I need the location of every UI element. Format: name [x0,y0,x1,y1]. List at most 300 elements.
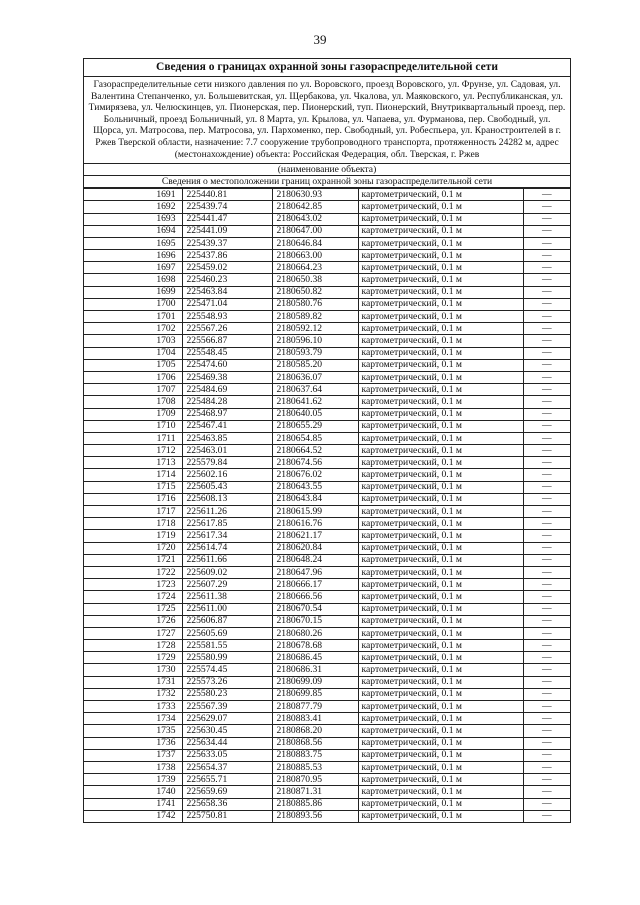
point-description: — [523,810,570,822]
x-coordinate: 225460.23 [182,274,272,286]
y-coordinate: 2180593.79 [272,347,358,359]
point-number: 1737 [84,749,182,761]
method-accuracy: картометрический, 0.1 м [358,347,523,359]
x-coordinate: 225617.85 [182,518,272,530]
point-number: 1699 [84,286,182,298]
point-description: — [523,262,570,274]
point-description: — [523,359,570,371]
point-number: 1717 [84,506,182,518]
table-row [84,481,570,493]
document-title: Сведения о границах охранной зоны газораспределительной сети [84,59,570,77]
point-description: — [523,189,570,201]
x-coordinate: 225439.37 [182,237,272,249]
point-number: 1701 [84,311,182,323]
y-coordinate: 2180580.76 [272,298,358,310]
x-coordinate: 225611.00 [182,603,272,615]
method-accuracy: картометрический, 0.1 м [358,554,523,566]
point-description: — [523,518,570,530]
point-number: 1710 [84,420,182,432]
y-coordinate: 2180663.00 [272,250,358,262]
method-accuracy: картометрический, 0.1 м [358,189,523,201]
point-description: — [523,274,570,286]
table-row [84,676,570,688]
y-coordinate: 2180642.85 [272,201,358,213]
method-accuracy: картометрический, 0.1 м [358,774,523,786]
point-description: — [523,432,570,444]
table-row [84,701,570,713]
point-number: 1694 [84,225,182,237]
table-row [84,664,570,676]
point-description: — [523,737,570,749]
y-coordinate: 2180883.75 [272,749,358,761]
x-coordinate: 225441.09 [182,225,272,237]
point-number: 1707 [84,384,182,396]
table-row [84,518,570,530]
x-coordinate: 225580.99 [182,652,272,664]
point-description: — [523,457,570,469]
point-description: — [523,579,570,591]
method-accuracy: картометрический, 0.1 м [358,396,523,408]
y-coordinate: 2180641.62 [272,396,358,408]
method-accuracy: картометрический, 0.1 м [358,506,523,518]
method-accuracy: картометрический, 0.1 м [358,323,523,335]
point-description: — [523,761,570,773]
x-coordinate: 225484.28 [182,396,272,408]
table-row [84,189,570,201]
y-coordinate: 2180686.31 [272,664,358,676]
location-section-header: Сведения о местоположении границ охранной зоны газораспределительной сети [84,176,570,188]
point-description: — [523,311,570,323]
method-accuracy: картометрический, 0.1 м [358,566,523,578]
x-coordinate: 225484.69 [182,384,272,396]
method-accuracy: картометрический, 0.1 м [358,469,523,481]
point-description: — [523,347,570,359]
x-coordinate: 225602.16 [182,469,272,481]
y-coordinate: 2180643.02 [272,213,358,225]
method-accuracy: картометрический, 0.1 м [358,713,523,725]
y-coordinate: 2180647.96 [272,566,358,578]
method-accuracy: картометрический, 0.1 м [358,701,523,713]
point-description: — [523,725,570,737]
point-number: 1733 [84,701,182,713]
boundary-document [83,58,571,823]
y-coordinate: 2180868.20 [272,725,358,737]
y-coordinate: 2180666.17 [272,579,358,591]
point-description: — [523,615,570,627]
table-row [84,493,570,505]
table-row [84,761,570,773]
x-coordinate: 225609.02 [182,566,272,578]
table-row [84,603,570,615]
x-coordinate: 225573.26 [182,676,272,688]
point-number: 1718 [84,518,182,530]
x-coordinate: 225580.23 [182,688,272,700]
point-description: — [523,713,570,725]
table-row [84,237,570,249]
method-accuracy: картометрический, 0.1 м [358,286,523,298]
method-accuracy: картометрический, 0.1 м [358,688,523,700]
method-accuracy: картометрический, 0.1 м [358,445,523,457]
table-row [84,566,570,578]
method-accuracy: картометрический, 0.1 м [358,237,523,249]
table-row [84,359,570,371]
point-number: 1734 [84,713,182,725]
x-coordinate: 225548.93 [182,311,272,323]
x-coordinate: 225463.85 [182,432,272,444]
table-row [84,262,570,274]
y-coordinate: 2180674.56 [272,457,358,469]
point-number: 1726 [84,615,182,627]
x-coordinate: 225750.81 [182,810,272,822]
method-accuracy: картометрический, 0.1 м [358,761,523,773]
method-accuracy: картометрический, 0.1 м [358,311,523,323]
x-coordinate: 225567.26 [182,323,272,335]
x-coordinate: 225467.41 [182,420,272,432]
table-row [84,713,570,725]
point-number: 1693 [84,213,182,225]
method-accuracy: картометрический, 0.1 м [358,749,523,761]
x-coordinate: 225463.01 [182,445,272,457]
table-row [84,652,570,664]
y-coordinate: 2180699.09 [272,676,358,688]
y-coordinate: 2180650.82 [272,286,358,298]
method-accuracy: картометрический, 0.1 м [358,664,523,676]
x-coordinate: 225574.45 [182,664,272,676]
y-coordinate: 2180643.84 [272,493,358,505]
x-coordinate: 225630.45 [182,725,272,737]
y-coordinate: 2180670.15 [272,615,358,627]
y-coordinate: 2180620.84 [272,542,358,554]
y-coordinate: 2180592.12 [272,323,358,335]
y-coordinate: 2180643.55 [272,481,358,493]
x-coordinate: 225469.38 [182,371,272,383]
point-description: — [523,640,570,652]
x-coordinate: 225459.02 [182,262,272,274]
method-accuracy: картометрический, 0.1 м [358,518,523,530]
x-coordinate: 225463.84 [182,286,272,298]
point-number: 1704 [84,347,182,359]
method-accuracy: картометрический, 0.1 м [358,457,523,469]
point-number: 1698 [84,274,182,286]
y-coordinate: 2180893.56 [272,810,358,822]
y-coordinate: 2180883.41 [272,713,358,725]
y-coordinate: 2180646.84 [272,237,358,249]
table-row [84,688,570,700]
method-accuracy: картометрический, 0.1 м [358,542,523,554]
y-coordinate: 2180680.26 [272,627,358,639]
point-description: — [523,420,570,432]
table-row [84,286,570,298]
object-name-caption: (наименование объекта) [84,164,570,176]
method-accuracy: картометрический, 0.1 м [358,615,523,627]
y-coordinate: 2180585.20 [272,359,358,371]
y-coordinate: 2180686.45 [272,652,358,664]
x-coordinate: 225566.87 [182,335,272,347]
point-description: — [523,286,570,298]
point-description: — [523,774,570,786]
point-number: 1709 [84,408,182,420]
method-accuracy: картометрический, 0.1 м [358,810,523,822]
method-accuracy: картометрический, 0.1 м [358,737,523,749]
point-number: 1706 [84,371,182,383]
method-accuracy: картометрический, 0.1 м [358,335,523,347]
y-coordinate: 2180654.85 [272,432,358,444]
point-description: — [523,237,570,249]
point-number: 1742 [84,810,182,822]
point-number: 1700 [84,298,182,310]
x-coordinate: 225437.86 [182,250,272,262]
method-accuracy: картометрический, 0.1 м [358,201,523,213]
point-number: 1714 [84,469,182,481]
x-coordinate: 225579.84 [182,457,272,469]
point-description: — [523,688,570,700]
point-number: 1740 [84,786,182,798]
method-accuracy: картометрический, 0.1 м [358,627,523,639]
y-coordinate: 2180637.64 [272,384,358,396]
point-number: 1715 [84,481,182,493]
x-coordinate: 225567.39 [182,701,272,713]
x-coordinate: 225633.05 [182,749,272,761]
point-description: — [523,554,570,566]
point-number: 1713 [84,457,182,469]
table-row [84,445,570,457]
method-accuracy: картометрический, 0.1 м [358,371,523,383]
table-row [84,774,570,786]
point-number: 1739 [84,774,182,786]
point-number: 1696 [84,250,182,262]
y-coordinate: 2180596.10 [272,335,358,347]
table-row [84,786,570,798]
y-coordinate: 2180647.00 [272,225,358,237]
x-coordinate: 225468.97 [182,408,272,420]
y-coordinate: 2180664.52 [272,445,358,457]
y-coordinate: 2180664.23 [272,262,358,274]
x-coordinate: 225611.26 [182,506,272,518]
point-description: — [523,506,570,518]
y-coordinate: 2180870.95 [272,774,358,786]
point-description: — [523,298,570,310]
point-description: — [523,652,570,664]
point-description: — [523,627,570,639]
method-accuracy: картометрический, 0.1 м [358,384,523,396]
x-coordinate: 225629.07 [182,713,272,725]
y-coordinate: 2180676.02 [272,469,358,481]
y-coordinate: 2180885.53 [272,761,358,773]
point-number: 1703 [84,335,182,347]
method-accuracy: картометрический, 0.1 м [358,225,523,237]
table-row [84,371,570,383]
table-row [84,542,570,554]
point-number: 1736 [84,737,182,749]
point-number: 1691 [84,189,182,201]
point-number: 1724 [84,591,182,603]
y-coordinate: 2180615.99 [272,506,358,518]
y-coordinate: 2180877.79 [272,701,358,713]
method-accuracy: картометрический, 0.1 м [358,213,523,225]
method-accuracy: картометрический, 0.1 м [358,530,523,542]
point-description: — [523,542,570,554]
table-row [84,615,570,627]
table-row [84,408,570,420]
y-coordinate: 2180699.85 [272,688,358,700]
y-coordinate: 2180655.29 [272,420,358,432]
point-number: 1727 [84,627,182,639]
table-row [84,213,570,225]
table-row [84,335,570,347]
y-coordinate: 2180670.54 [272,603,358,615]
method-accuracy: картометрический, 0.1 м [358,493,523,505]
y-coordinate: 2180589.82 [272,311,358,323]
y-coordinate: 2180666.56 [272,591,358,603]
table-row [84,798,570,810]
table-row [84,384,570,396]
point-number: 1697 [84,262,182,274]
table-row [84,323,570,335]
coordinates-table [84,188,570,822]
table-row [84,591,570,603]
table-row [84,201,570,213]
x-coordinate: 225440.81 [182,189,272,201]
table-row [84,420,570,432]
table-row [84,749,570,761]
object-description: Газораспределительные сети низкого давления по ул. Воровского, проезд Воровского, ул. Фрунзе, ул. Садовая, ул. Валентина Степанченко, ул. Большевитская, ул. Щербакова, ул. Чкалова, ул. Маяковского, ул. Республиканская, ул. Тимирязева, ул. Челюскинцев, ул. Пионерская, пер. Пионерский, туп. Пионерский, Внутриквартальный проезд, пер. Больничный, проезд Больничный, ул. 8 Марта, ул. Крылова, ул. Чапаева, ул. Фурманова, пер. Свободный, ул. Щорса, ул. Матросова, пер. Матросова, ул. Пархоменко, пер. Свободный, ул. Робеспьера, ул. Краностроителей в г. Ржев Тверской области, назначение: 7.7 сооружение трубопроводного транспорта, протяженность 24282 м, адрес (местонахождение) объекта: Российская Федерация, обл. Тверская, г. Ржев [84,77,570,164]
x-coordinate: 225614.74 [182,542,272,554]
table-row [84,432,570,444]
point-number: 1708 [84,396,182,408]
x-coordinate: 225654.37 [182,761,272,773]
table-row [84,810,570,822]
point-number: 1720 [84,542,182,554]
method-accuracy: картометрический, 0.1 м [358,432,523,444]
page-number: 39 [313,32,327,47]
point-number: 1729 [84,652,182,664]
x-coordinate: 225634.44 [182,737,272,749]
point-description: — [523,798,570,810]
point-description: — [523,201,570,213]
table-row [84,396,570,408]
method-accuracy: картометрический, 0.1 м [358,640,523,652]
point-description: — [523,591,570,603]
point-number: 1741 [84,798,182,810]
point-description: — [523,481,570,493]
table-row [84,737,570,749]
point-description: — [523,530,570,542]
method-accuracy: картометрический, 0.1 м [358,262,523,274]
table-row [84,347,570,359]
point-number: 1719 [84,530,182,542]
x-coordinate: 225581.55 [182,640,272,652]
table-row [84,640,570,652]
method-accuracy: картометрический, 0.1 м [358,420,523,432]
table-row [84,225,570,237]
table-row [84,627,570,639]
y-coordinate: 2180636.07 [272,371,358,383]
point-number: 1711 [84,432,182,444]
point-number: 1695 [84,237,182,249]
y-coordinate: 2180650.38 [272,274,358,286]
method-accuracy: картометрический, 0.1 м [358,298,523,310]
y-coordinate: 2180621.17 [272,530,358,542]
point-number: 1716 [84,493,182,505]
point-number: 1705 [84,359,182,371]
y-coordinate: 2180678.68 [272,640,358,652]
point-description: — [523,384,570,396]
point-description: — [523,250,570,262]
method-accuracy: картометрический, 0.1 м [358,481,523,493]
table-row [84,579,570,591]
method-accuracy: картометрический, 0.1 м [358,603,523,615]
x-coordinate: 225439.74 [182,201,272,213]
point-description: — [523,749,570,761]
point-description: — [523,493,570,505]
x-coordinate: 225605.69 [182,627,272,639]
point-description: — [523,701,570,713]
y-coordinate: 2180871.31 [272,786,358,798]
point-number: 1692 [84,201,182,213]
y-coordinate: 2180648.24 [272,554,358,566]
method-accuracy: картометрический, 0.1 м [358,798,523,810]
point-number: 1712 [84,445,182,457]
method-accuracy: картометрический, 0.1 м [358,676,523,688]
point-description: — [523,225,570,237]
point-description: — [523,371,570,383]
method-accuracy: картометрический, 0.1 м [358,591,523,603]
table-row [84,554,570,566]
point-description: — [523,335,570,347]
method-accuracy: картометрический, 0.1 м [358,579,523,591]
table-row [84,298,570,310]
point-number: 1721 [84,554,182,566]
method-accuracy: картометрический, 0.1 м [358,250,523,262]
x-coordinate: 225611.66 [182,554,272,566]
x-coordinate: 225607.29 [182,579,272,591]
table-row [84,506,570,518]
point-description: — [523,664,570,676]
table-row [84,469,570,481]
point-number: 1730 [84,664,182,676]
point-description: — [523,323,570,335]
point-number: 1722 [84,566,182,578]
point-description: — [523,566,570,578]
y-coordinate: 2180868.56 [272,737,358,749]
table-row [84,457,570,469]
y-coordinate: 2180640.05 [272,408,358,420]
y-coordinate: 2180630.93 [272,189,358,201]
x-coordinate: 225605.43 [182,481,272,493]
table-row [84,274,570,286]
x-coordinate: 225441.47 [182,213,272,225]
point-number: 1725 [84,603,182,615]
x-coordinate: 225474.60 [182,359,272,371]
point-number: 1732 [84,688,182,700]
x-coordinate: 225606.87 [182,615,272,627]
x-coordinate: 225608.13 [182,493,272,505]
x-coordinate: 225658.36 [182,798,272,810]
table-row [84,530,570,542]
point-description: — [523,445,570,457]
x-coordinate: 225611.38 [182,591,272,603]
point-number: 1735 [84,725,182,737]
table-row [84,725,570,737]
point-description: — [523,676,570,688]
point-number: 1723 [84,579,182,591]
y-coordinate: 2180885.86 [272,798,358,810]
x-coordinate: 225655.71 [182,774,272,786]
point-description: — [523,469,570,481]
point-number: 1731 [84,676,182,688]
x-coordinate: 225471.04 [182,298,272,310]
point-description: — [523,408,570,420]
